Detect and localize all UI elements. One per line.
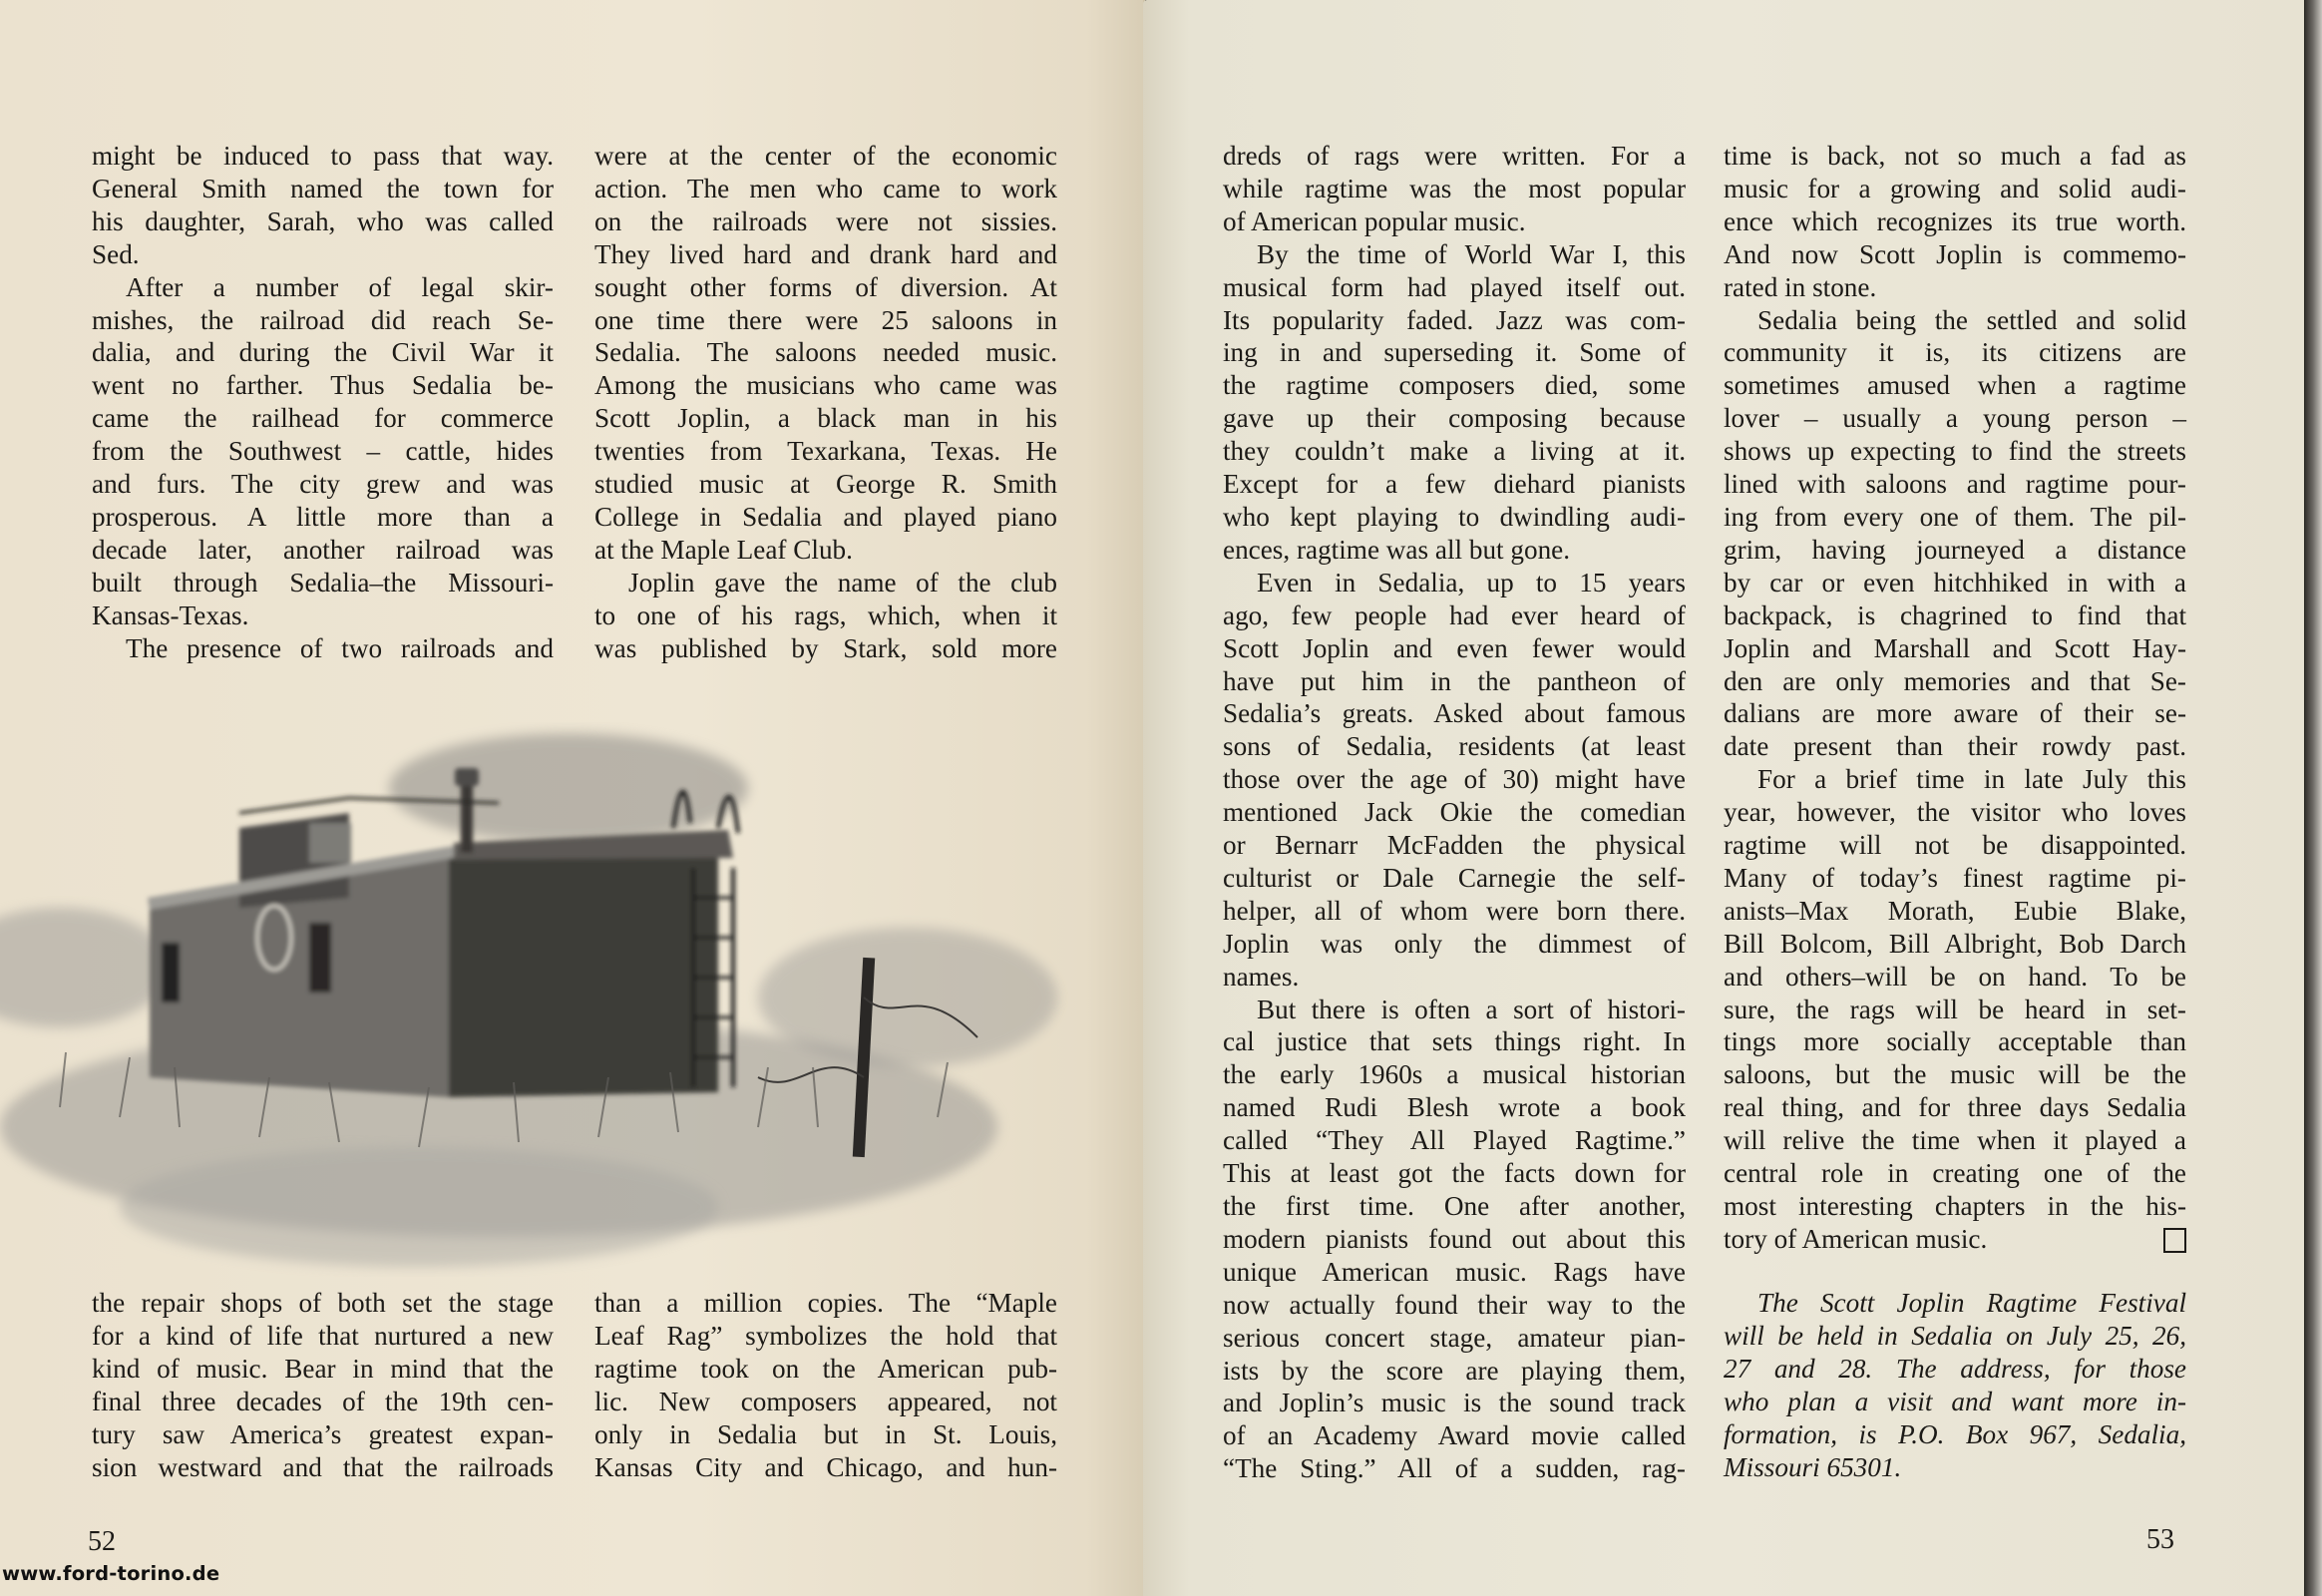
festival-note bbox=[1724, 1287, 2186, 1483]
text-line: who plan a visit and want more in- bbox=[1724, 1386, 2186, 1416]
text-line: After a number of legal skir- bbox=[126, 271, 554, 302]
text-line: studied music at George R. Smith bbox=[594, 469, 1057, 500]
text-line: shows up expecting to find the streets bbox=[1724, 436, 2186, 467]
text-line: most interesting chapters in the his- bbox=[1724, 1191, 2186, 1221]
text-line: Joplin gave the name of the club bbox=[628, 567, 1057, 598]
text-line: were at the center of the economic bbox=[594, 141, 1057, 171]
text-line: musical form had played itself out. bbox=[1223, 271, 1686, 302]
text-line: ence which recognizes its true worth. bbox=[1724, 205, 2186, 236]
text-column-1-lower bbox=[92, 1287, 554, 1483]
website-watermark: www.ford-torino.de bbox=[2, 1562, 220, 1585]
text-line: modern pianists found out about this bbox=[1223, 1223, 1686, 1254]
text-line: 27 and 28. The address, for those bbox=[1724, 1353, 2186, 1384]
text-line: and furs. The city grew and was bbox=[92, 469, 554, 500]
text-column-2-lower bbox=[594, 1287, 1057, 1483]
text-line: anists–Max Morath, Eubie Blake, bbox=[1724, 895, 2186, 926]
text-line: tury saw America’s greatest expan- bbox=[92, 1418, 554, 1449]
text-line: For a brief time in late July this bbox=[1757, 764, 2186, 795]
text-line: than a million copies. The “Maple bbox=[594, 1288, 1057, 1318]
text-line: who kept playing to dwindling audi- bbox=[1223, 501, 1686, 532]
text-line: of an Academy Award movie called bbox=[1223, 1420, 1686, 1451]
text-line: the repair shops of both set the stage bbox=[92, 1288, 554, 1318]
text-line: And now Scott Joplin is commemo- bbox=[1724, 238, 2186, 269]
text-line: Missouri 65301. bbox=[1724, 1451, 1902, 1482]
text-line: came the railhead for commerce bbox=[92, 403, 554, 434]
text-line: “The Sting.” All of a sudden, rag- bbox=[1223, 1453, 1686, 1484]
text-line: dalians are more aware of their se- bbox=[1724, 698, 2186, 729]
text-line: music for a growing and solid audi- bbox=[1724, 173, 2186, 203]
text-line: Among the musicians who came was bbox=[594, 370, 1057, 401]
text-line: College in Sedalia and played piano bbox=[594, 501, 1057, 532]
text-line: den are only memories and that Se- bbox=[1724, 665, 2186, 696]
text-line: twenties from Texarkana, Texas. He bbox=[594, 436, 1057, 467]
page-number-left: 52 bbox=[88, 1526, 116, 1557]
text-line: grim, having journeyed a distance bbox=[1724, 534, 2186, 565]
left-page bbox=[0, 0, 1143, 1596]
text-line: from the Southwest – cattle, hides bbox=[92, 436, 554, 467]
text-line: action. The men who came to work bbox=[594, 173, 1057, 203]
text-line: serious concert stage, amateur pian- bbox=[1223, 1322, 1686, 1353]
text-line: Joplin was only the dimmest of bbox=[1223, 928, 1686, 959]
text-line: Sedalia’s greats. Asked about famous bbox=[1223, 698, 1686, 729]
text-line: Except for a few diehard pianists bbox=[1223, 469, 1686, 500]
text-line: tings more socially acceptable than bbox=[1724, 1026, 2186, 1057]
text-line: formation, is P.O. Box 967, Sedalia, bbox=[1724, 1418, 2186, 1449]
text-line: But there is often a sort of histori- bbox=[1257, 994, 1686, 1024]
text-line: those over the age of 30) might have bbox=[1223, 764, 1686, 795]
text-line: prosperous. A little more than a bbox=[92, 501, 554, 532]
text-column-2 bbox=[594, 140, 1057, 665]
text-line: General Smith named the town for bbox=[92, 173, 554, 203]
right-page bbox=[1143, 0, 2304, 1596]
text-line: will relive the time when it played a bbox=[1724, 1125, 2186, 1156]
text-line: ing from every one of them. The pil- bbox=[1724, 501, 2186, 532]
text-line: Sedalia. The saloons needed music. bbox=[594, 337, 1057, 368]
text-line: mentioned Jack Okie the comedian bbox=[1223, 797, 1686, 828]
text-line: unique American music. Rags have bbox=[1223, 1256, 1686, 1287]
text-line: This at least got the facts down for bbox=[1223, 1158, 1686, 1189]
text-line: time is back, not so much a fad as bbox=[1724, 141, 2186, 171]
text-line: saloons, but the music will be the bbox=[1724, 1059, 2186, 1090]
text-line: The Scott Joplin Ragtime Festival bbox=[1757, 1288, 2186, 1318]
text-column-3 bbox=[1223, 140, 1686, 1485]
text-line: central role in creating one of the bbox=[1724, 1158, 2186, 1189]
text-line: for a kind of life that nurtured a new bbox=[92, 1320, 554, 1351]
sky-wash bbox=[389, 733, 748, 843]
text-line: was published by Stark, sold more bbox=[594, 632, 1057, 663]
text-line: to one of his rags, which, when it bbox=[594, 599, 1057, 630]
text-line: Kansas-Texas. bbox=[92, 599, 249, 630]
text-line: the first time. One after another, bbox=[1223, 1191, 1686, 1221]
text-line: cal justice that sets things right. In bbox=[1223, 1026, 1686, 1057]
text-line: rated in stone. bbox=[1724, 271, 1877, 302]
text-line: They lived hard and drank hard and bbox=[594, 238, 1057, 269]
text-line: ing in and superseding it. Some of bbox=[1223, 337, 1686, 368]
text-line: mishes, the railroad did reach Se- bbox=[92, 304, 554, 335]
text-line: dreds of rags were written. For a bbox=[1223, 141, 1686, 171]
text-line: while ragtime was the most popular bbox=[1223, 173, 1686, 203]
text-line: on the railroads were not sissies. bbox=[594, 205, 1057, 236]
text-line: By the time of World War I, this bbox=[1257, 238, 1686, 269]
text-line: have put him in the pantheon of bbox=[1223, 665, 1686, 696]
horizon-wash-left bbox=[0, 908, 170, 1027]
text-line: lover – usually a young person – bbox=[1724, 403, 2186, 434]
text-line: Bill Bolcom, Bill Albright, Bob Darch bbox=[1724, 928, 2186, 959]
text-line: Scott Joplin and even fewer would bbox=[1223, 632, 1686, 663]
text-line: culturist or Dale Carnegie the self- bbox=[1223, 862, 1686, 893]
text-line: decade later, another railroad was bbox=[92, 534, 554, 565]
text-line: helper, all of whom were born there. bbox=[1223, 895, 1686, 926]
text-line: ists by the score are playing them, bbox=[1223, 1355, 1686, 1386]
text-line: the early 1960s a musical historian bbox=[1223, 1059, 1686, 1090]
book-right-edge bbox=[2304, 0, 2322, 1596]
text-line: now actually found their way to the bbox=[1223, 1289, 1686, 1320]
text-line: at the Maple Leaf Club. bbox=[594, 534, 853, 565]
text-line: named Rudi Blesh wrote a book bbox=[1223, 1092, 1686, 1123]
text-line: date present than their rowdy past. bbox=[1724, 731, 2186, 762]
text-line: Sed. bbox=[92, 238, 140, 269]
text-line: Scott Joplin, a black man in his bbox=[594, 403, 1057, 434]
text-line: ago, few people had ever heard of bbox=[1223, 599, 1686, 630]
text-line: will be held in Sedalia on July 25, 26, bbox=[1724, 1320, 2186, 1351]
text-line: Many of today’s finest ragtime pi- bbox=[1724, 862, 2186, 893]
text-line: kind of music. Bear in mind that the bbox=[92, 1353, 554, 1384]
text-line: or Bernarr McFadden the physical bbox=[1223, 830, 1686, 861]
text-line: built through Sedalia–the Missouri- bbox=[92, 567, 554, 598]
text-line: and Joplin’s music is the sound track bbox=[1223, 1388, 1686, 1418]
text-line: community it is, its citizens are bbox=[1724, 337, 2186, 368]
text-line: his daughter, Sarah, who was called bbox=[92, 205, 554, 236]
text-line: sought other forms of diversion. At bbox=[594, 271, 1057, 302]
text-line: Even in Sedalia, up to 15 years bbox=[1257, 567, 1686, 598]
text-line: went no farther. Thus Sedalia be- bbox=[92, 370, 554, 401]
text-line: and others–will be on hand. To be bbox=[1724, 961, 2186, 992]
text-line: called “They All Played Ragtime.” bbox=[1223, 1125, 1686, 1156]
text-line: the ragtime composers died, some bbox=[1223, 370, 1686, 401]
text-line: dalia, and during the Civil War it bbox=[92, 337, 554, 368]
text-line: Leaf Rag” symbolizes the hold that bbox=[594, 1320, 1057, 1351]
text-line: might be induced to pass that way. bbox=[92, 141, 554, 171]
text-line: sometimes amused when a ragtime bbox=[1724, 370, 2186, 401]
caboose-illustration bbox=[0, 698, 1087, 1277]
text-line: they couldn’t make a living at it. bbox=[1223, 436, 1686, 467]
text-line: ragtime will not be disappointed. bbox=[1724, 830, 2186, 861]
text-column-1 bbox=[92, 140, 554, 665]
text-line: names. bbox=[1223, 961, 1300, 992]
text-line: of American popular music. bbox=[1223, 205, 1526, 236]
text-line: year, however, the visitor who loves bbox=[1724, 797, 2186, 828]
text-line: sure, the rags will be heard in set- bbox=[1724, 994, 2186, 1024]
text-line: The presence of two railroads and bbox=[126, 632, 554, 663]
text-line: only in Sedalia but in St. Louis, bbox=[594, 1418, 1057, 1449]
text-line: Its popularity faded. Jazz was com- bbox=[1223, 304, 1686, 335]
ground-wash-lower bbox=[120, 1147, 718, 1267]
text-line: sons of Sedalia, residents (at least bbox=[1223, 731, 1686, 762]
text-line: gave up their composing because bbox=[1223, 403, 1686, 434]
text-column-4 bbox=[1724, 140, 2186, 1256]
text-line: Joplin and Marshall and Scott Hay- bbox=[1724, 632, 2186, 663]
text-line: one time there were 25 saloons in bbox=[594, 304, 1057, 335]
text-line: by car or even hitchhiked in with a bbox=[1724, 567, 2186, 598]
page-number-right: 53 bbox=[2146, 1524, 2174, 1555]
text-line: real thing, and for three days Sedalia bbox=[1724, 1092, 2186, 1123]
text-line: backpack, is chagrined to find that bbox=[1724, 599, 2186, 630]
text-line: tory of American music. bbox=[1724, 1223, 2186, 1256]
text-line: ragtime took on the American pub- bbox=[594, 1353, 1057, 1384]
text-line: lined with saloons and ragtime pour- bbox=[1724, 469, 2186, 500]
end-of-article-mark-icon bbox=[2163, 1228, 2186, 1253]
text-line: Kansas City and Chicago, and hun- bbox=[594, 1451, 1057, 1482]
text-line: final three decades of the 19th cen- bbox=[92, 1386, 554, 1416]
text-line: lic. New composers appeared, not bbox=[594, 1386, 1057, 1416]
text-line: ences, ragtime was all but gone. bbox=[1223, 534, 1571, 565]
text-line: Sedalia being the settled and solid bbox=[1757, 304, 2186, 335]
text-line: sion westward and that the railroads bbox=[92, 1451, 554, 1482]
